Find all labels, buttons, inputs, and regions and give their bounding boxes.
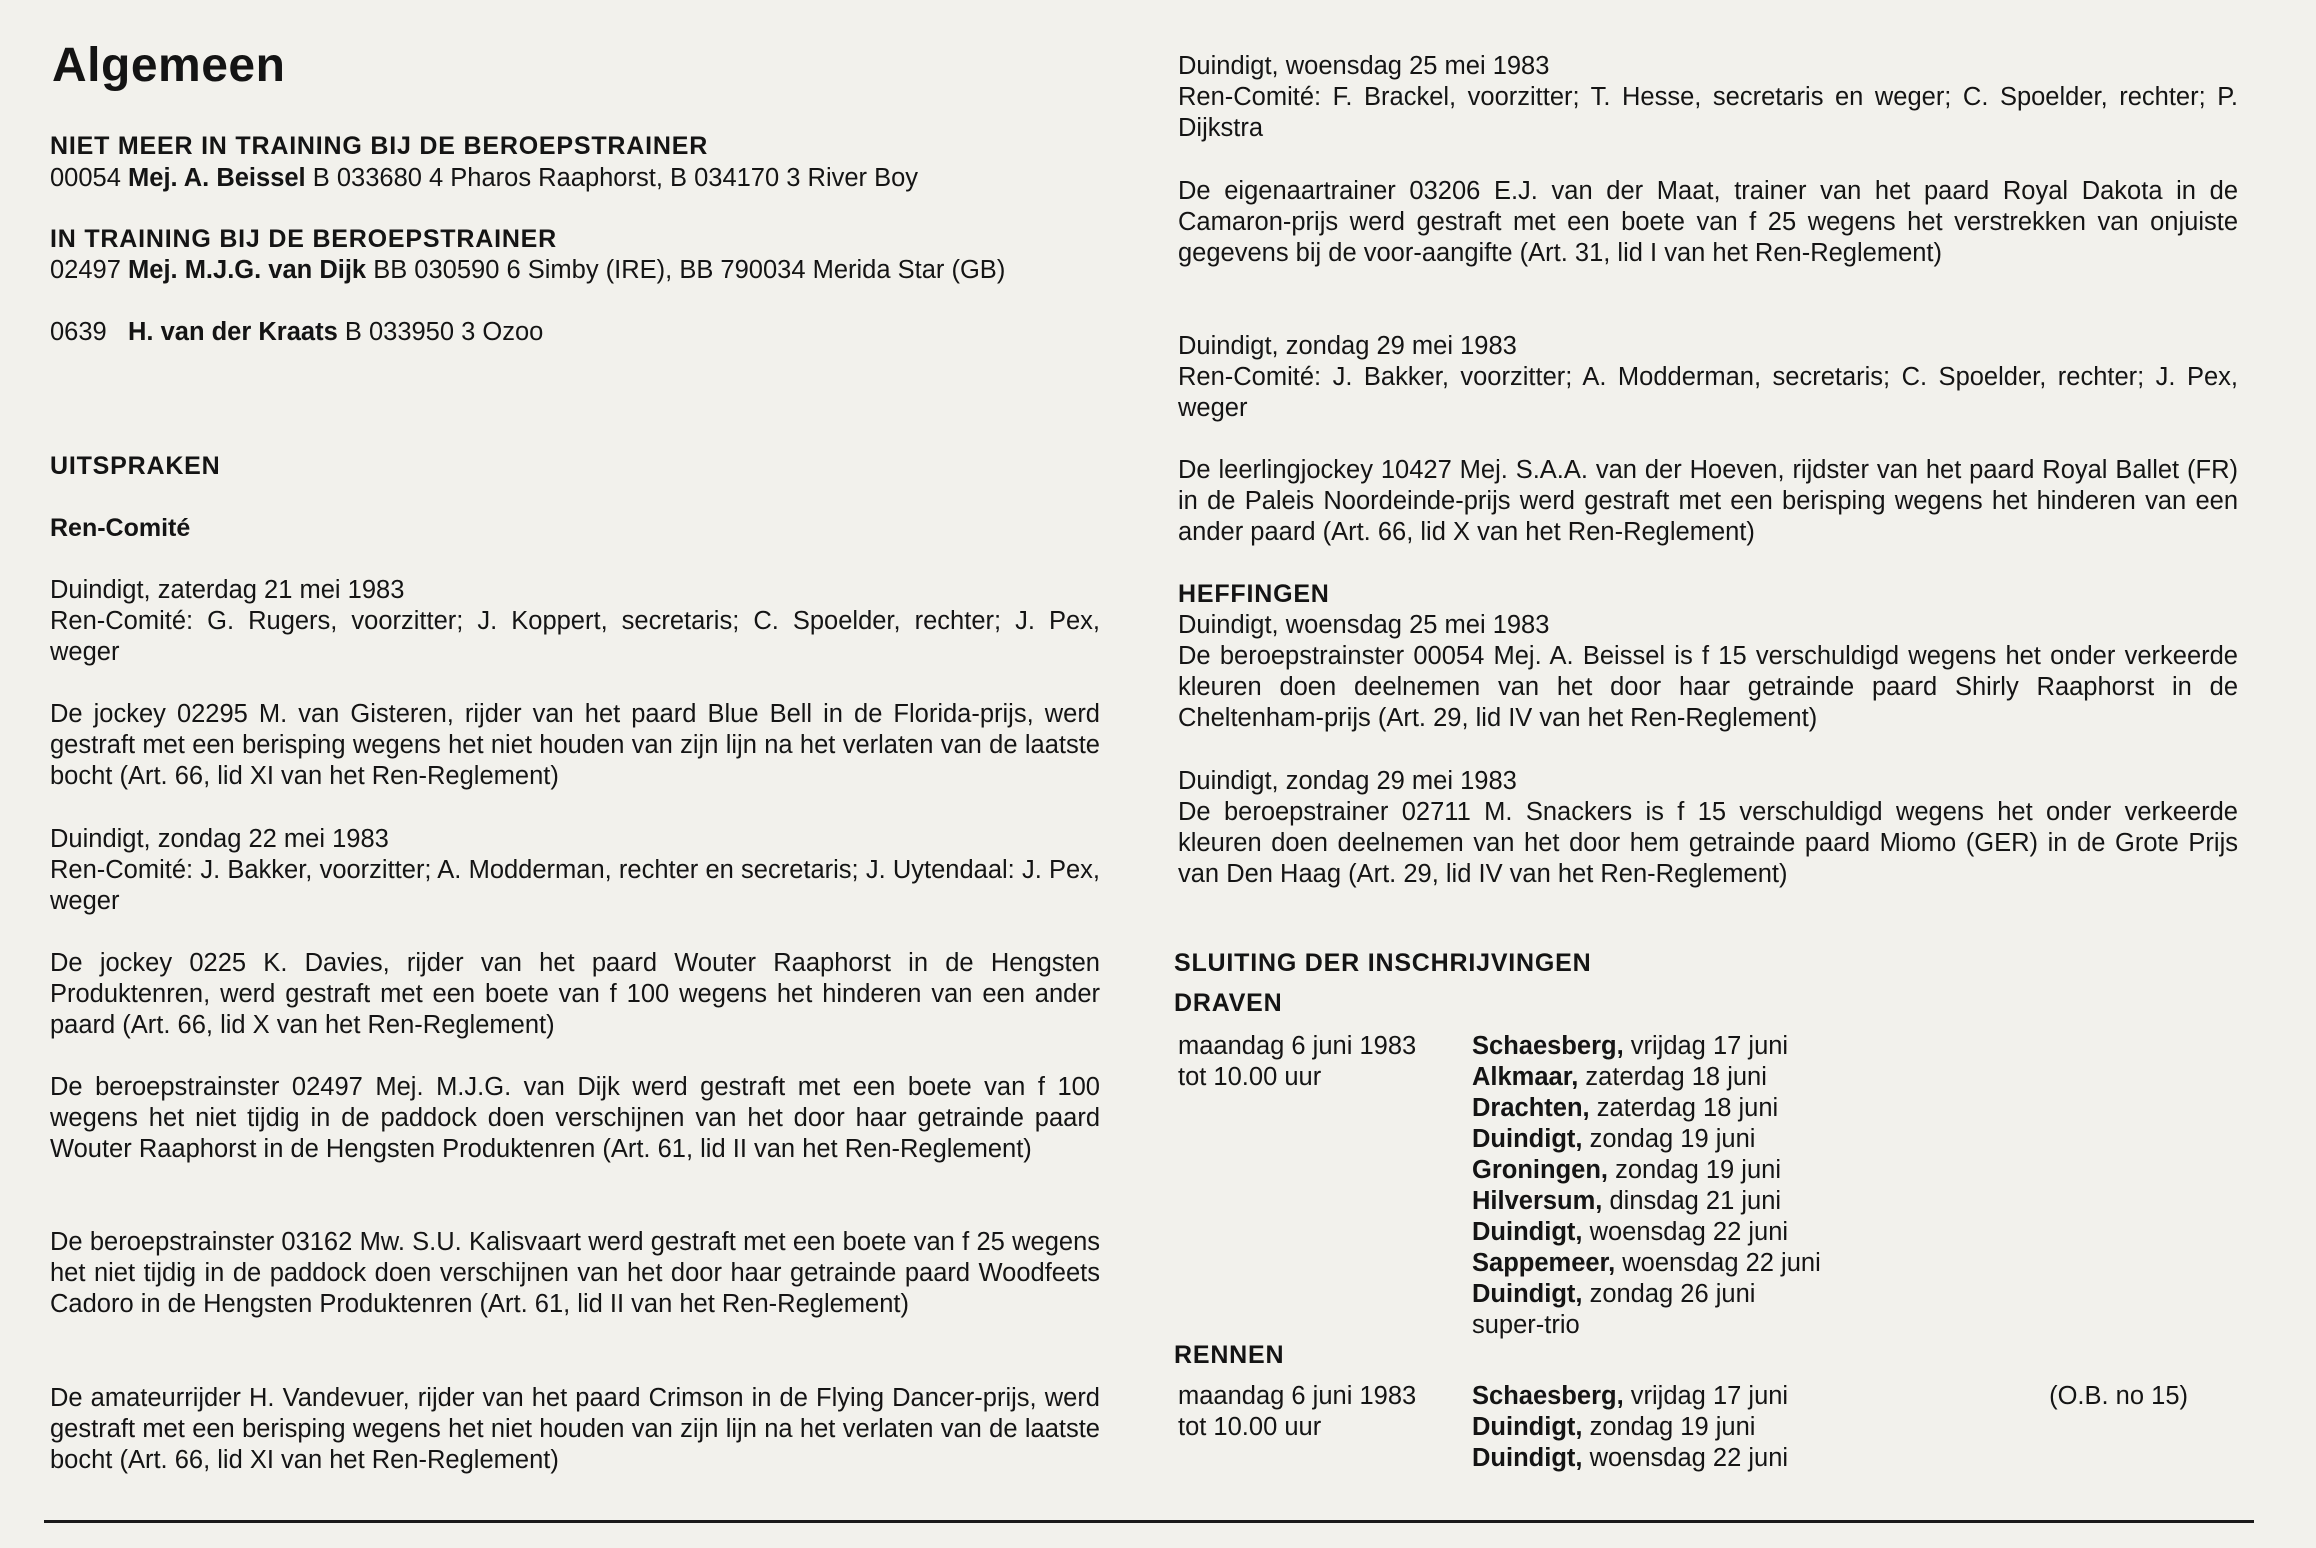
schedule-date: vrijdag 17 juni: [1630, 1032, 1789, 1060]
schedule-place: Duindigt,: [1472, 1413, 1583, 1441]
schedule-item: [1472, 1381, 1788, 1412]
schedule-place: Duindigt,: [1472, 1125, 1583, 1153]
schedule-item: [1472, 1443, 1788, 1474]
deadline-date: maandag 6 juni 1983: [1178, 1032, 1417, 1060]
entry-name: Mej. M.J.G. van Dijk: [128, 256, 367, 284]
paragraph-duindigt-25-mei: Duindigt, woensdag 25 mei 1983 Ren-Comité: F. Brackel, voorzitter; T. Hesse, secretaris en weger; C. Spoelder, rechter; P. Dijkstra: [1178, 52, 2238, 142]
schedule-date: zaterdag 18 juni: [1596, 1094, 1779, 1122]
paragraph-duindigt-21-mei: Duindigt, zaterdag 21 mei 1983 Ren-Comité: G. Rugers, voorzitter; J. Koppert, secretaris; C. Spoelder, rechter; J. Pex, weger: [50, 576, 1100, 666]
schedule-item: [1472, 1412, 1788, 1443]
entry-beissel: [50, 163, 1100, 194]
section-heading-uitspraken: UITSPRAKEN: [50, 452, 221, 480]
schedule-date: zondag 19 juni: [1589, 1413, 1756, 1441]
schedule-date: woensdag 22 juni: [1589, 1218, 1789, 1246]
paragraph-duindigt-22-mei: Duindigt, zondag 22 mei 1983 Ren-Comité: J. Bakker, voorzitter; A. Modderman, rechter en secretaris; J. Uytendaal: J. Pex, weger: [50, 825, 1100, 915]
ob-reference: (O.B. no 15): [2049, 1382, 2188, 1410]
schedule-item: [1472, 1217, 1821, 1248]
super-trio-note: super-trio: [1472, 1311, 1580, 1339]
schedule-date: zondag 19 juni: [1615, 1156, 1781, 1184]
schedule-date: zondag 19 juni: [1589, 1125, 1756, 1153]
paragraph-van-der-maat: De eigenaartrainer 03206 E.J. van der Maat, trainer van het paard Royal Dakota in de Camaron-prijs werd gestraft met een boete van f 25 wegens het verstrekken van onjuiste gegevens bij de voor-aangifte (Art. 31, lid I van het Ren-Reglement): [1178, 177, 2238, 267]
schedule-date: zaterdag 18 juni: [1585, 1063, 1767, 1091]
paragraph-vandevuer: De amateurrijder H. Vandevuer, rijder van het paard Crimson in de Flying Dancer-prijs, werd gestraft met een berisping wegens het niet houden van zijn lijn na het verlaten van de laatste bocht (Art. 66, lid XI van het Ren-Reglement): [50, 1384, 1100, 1474]
subheading-draven: DRAVEN: [1174, 989, 1283, 1017]
rennen-list: [1472, 1381, 1788, 1474]
entry-van-der-kraats: [50, 317, 1100, 348]
schedule-item: [1472, 1062, 1821, 1093]
entry-details: B 033680 4 Pharos Raaphorst, B 034170 3 River Boy: [312, 164, 919, 192]
paragraph-heffing-snackers: Duindigt, zondag 29 mei 1983 De beroepstrainer 02711 M. Snackers is f 15 verschuldigd wegens het onder verkeerde kleuren doen deelnemen van het door hem getrainde paard Miomo (GER) in de Grote Prijs van Den Haag (Art. 29, lid IV van het Ren-Reglement): [1178, 767, 2238, 888]
entry-van-dijk: [50, 255, 1100, 286]
paragraph-kalisvaart: De beroepstrainster 03162 Mw. S.U. Kalisvaart werd gestraft met een boete van f 25 wegens het niet tijdig in de paddock doen verschijnen van het door haar getrainde paard Woodfeets Cadoro in de Hengsten Produktenren (Art. 61, lid II van het Ren-Reglement): [50, 1228, 1100, 1318]
deadline-time: tot 10.00 uur: [1178, 1413, 1322, 1441]
schedule-place: Hilversum,: [1472, 1187, 1603, 1215]
schedule-date: vrijdag 17 juni: [1630, 1382, 1789, 1410]
page-title: Algemeen: [52, 39, 286, 92]
schedule-item: [1472, 1279, 1821, 1310]
schedule-date: woensdag 22 juni: [1589, 1444, 1789, 1472]
schedule-date: woensdag 22 juni: [1622, 1249, 1821, 1277]
schedule-item: [1472, 1124, 1821, 1155]
schedule-place: Duindigt,: [1472, 1280, 1583, 1308]
schedule-place: Alkmaar,: [1472, 1063, 1579, 1091]
entry-number: 02497: [50, 256, 121, 284]
schedule-item: [1472, 1248, 1821, 1279]
paragraph-heffing-beissel: Duindigt, woensdag 25 mei 1983 De beroepstrainster 00054 Mej. A. Beissel is f 15 verschuldigd wegens het onder verkeerde kleuren doen deelnemen van het door haar getrainde paard Shirly Raaphorst in de Cheltenham-prijs (Art. 29, lid IV van het Ren-Reglement): [1178, 611, 2238, 732]
deadline-date: maandag 6 juni 1983: [1178, 1382, 1417, 1410]
paragraph-davies: De jockey 0225 K. Davies, rijder van het paard Wouter Raaphorst in de Hengsten Produktenren, werd gestraft met een boete van f 100 wegens het hinderen van een ander paard (Art. 66, lid X van het Ren-Reglement): [50, 949, 1100, 1039]
entry-name: H. van der Kraats: [128, 318, 338, 346]
paragraph-van-der-hoeven: De leerlingjockey 10427 Mej. S.A.A. van der Hoeven, rijdster van het paard Royal Ballet (FR) in de Paleis Noordeinde-prijs werd gestraft met een berisping wegens het hinderen van een ander paard (Art. 66, lid X van het Ren-Reglement): [1178, 456, 2238, 546]
draven-list: [1472, 1031, 1821, 1341]
schedule-date: zondag 26 juni: [1589, 1280, 1756, 1308]
entry-name: Mej. A. Beissel: [128, 164, 306, 192]
bottom-rule: [44, 1520, 2254, 1523]
section-heading-sluiting: SLUITING DER INSCHRIJVINGEN: [1174, 949, 1592, 977]
entry-number: 00054: [50, 164, 121, 192]
subheading-rennen: RENNEN: [1174, 1341, 1285, 1369]
entry-details: BB 030590 6 Simby (IRE), BB 790034 Merida Star (GB): [373, 256, 1006, 284]
schedule-item: [1472, 1031, 1821, 1062]
schedule-place: Duindigt,: [1472, 1218, 1583, 1246]
paragraph-duindigt-29-mei: Duindigt, zondag 29 mei 1983 Ren-Comité: J. Bakker, voorzitter; A. Modderman, secretaris; C. Spoelder, rechter; J. Pex, weger: [1178, 332, 2238, 422]
schedule-place: Groningen,: [1472, 1156, 1608, 1184]
paragraph-van-gisteren: De jockey 02295 M. van Gisteren, rijder van het paard Blue Bell in de Florida-prijs, werd gestraft met een berisping wegens het niet houden van zijn lijn na het verlaten van de laatste bocht (Art. 66, lid XI van het Ren-Reglement): [50, 700, 1100, 790]
section-heading-heffingen: HEFFINGEN: [1178, 580, 1330, 608]
schedule-item: [1472, 1186, 1821, 1217]
schedule-place: Schaesberg,: [1472, 1382, 1624, 1410]
section-heading-niet-meer: NIET MEER IN TRAINING BIJ DE BEROEPSTRAINER: [50, 132, 709, 160]
subheading-ren-comite: Ren-Comité: [50, 514, 191, 542]
deadline-time: tot 10.00 uur: [1178, 1063, 1322, 1091]
schedule-place: Duindigt,: [1472, 1444, 1583, 1472]
schedule-item: [1472, 1155, 1821, 1186]
schedule-place: Drachten,: [1472, 1094, 1590, 1122]
schedule-item: [1472, 1093, 1821, 1124]
schedule-place: Schaesberg,: [1472, 1032, 1624, 1060]
entry-details: B 033950 3 Ozoo: [344, 318, 544, 346]
paragraph-van-dijk-boete: De beroepstrainster 02497 Mej. M.J.G. van Dijk werd gestraft met een boete van f 100 wegens het niet tijdig in de paddock doen verschijnen van het door haar getrainde paard Wouter Raaphorst in de Hengsten Produktenren (Art. 61, lid II van het Ren-Reglement): [50, 1073, 1100, 1163]
entry-number: 0639: [50, 318, 107, 346]
schedule-date: dinsdag 21 juni: [1609, 1187, 1782, 1215]
schedule-place: Sappemeer,: [1472, 1249, 1616, 1277]
section-heading-in-training: IN TRAINING BIJ DE BEROEPSTRAINER: [50, 225, 558, 253]
